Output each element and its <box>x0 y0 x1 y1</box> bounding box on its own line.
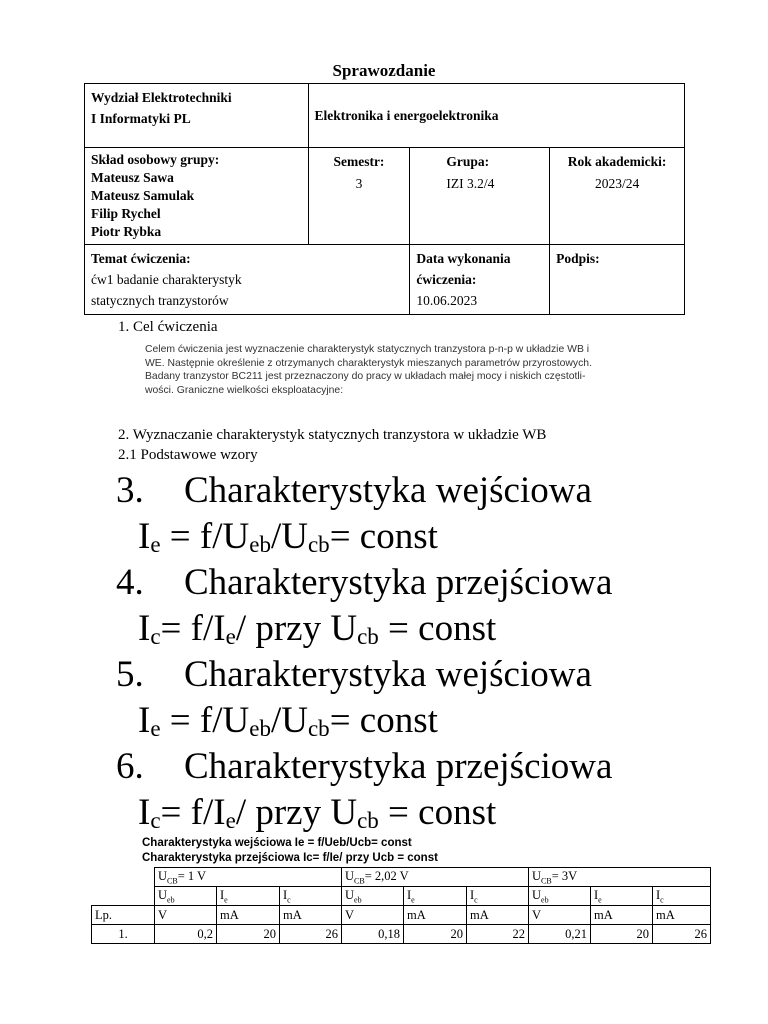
faculty-line2: I Informatyki PL <box>91 111 191 126</box>
table-cell: 20 <box>591 925 653 944</box>
abstract-line: Badany tranzystor BC211 jest przeznaczony do pracy w układach małej mocy i niskich częstotli- <box>145 371 586 382</box>
item-text: Charakterystyka wejściowa <box>184 470 592 511</box>
signature-cell <box>550 245 685 315</box>
topic-line1: ćw1 badanie charakterystyk <box>91 272 242 287</box>
table-cell: 0,2 <box>155 925 217 944</box>
section2-heading: 2. Wyznaczanie charakterystyk statycznych tranzystora w układzie WB <box>118 427 547 443</box>
date-value: 10.06.2023 <box>416 293 478 308</box>
faculty-cell <box>85 84 309 148</box>
col-ie: $I_e$ <box>404 887 467 906</box>
col-ie: $I_e$ <box>217 887 280 906</box>
unit-cell: V <box>155 906 217 925</box>
big-item-5 <box>116 653 592 697</box>
col-ie: $I_e$ <box>591 887 653 906</box>
table-cell: 20 <box>404 925 467 944</box>
table-colname-row <box>92 887 711 906</box>
year-cell <box>550 148 685 245</box>
unit-cell: mA <box>404 906 467 925</box>
table-cell: 26 <box>280 925 342 944</box>
small-caption-input: Charakterystyka wejściowa Ie = f/Ueb/Ucb= const <box>142 837 412 849</box>
year-label: Rok akademicki: <box>567 154 667 169</box>
section1-heading: 1. Cel ćwiczenia <box>118 319 218 335</box>
measurement-table <box>91 867 711 944</box>
big-item-4 <box>116 561 612 605</box>
small-caption-transfer: Charakterystyka przejściowa Ic= f/Ie/ przy Ucb = const <box>142 852 438 864</box>
course-cell <box>308 84 684 148</box>
lp-header: Lp. <box>92 906 155 925</box>
item-number: 4. <box>116 562 144 603</box>
group-label: Skład osobowy grupy: <box>91 152 220 167</box>
table-unit-row <box>92 906 711 925</box>
col-ueb: $U_{eb}$ <box>342 887 404 906</box>
unit-cell: V <box>529 906 591 925</box>
item-number: 5. <box>116 654 144 695</box>
formula-transfer-1: $I_c= f/I_e/$ przy $U_{cb}$ = const <box>138 608 497 649</box>
topic-line2: statycznych tranzystorów <box>91 293 229 308</box>
item-number: 3. <box>116 470 144 511</box>
group-header-1: $U_{CB}= 1$ V <box>155 868 342 887</box>
header-table <box>84 83 685 315</box>
topic-cell <box>85 245 410 315</box>
item-text: Charakterystyka przejściowa <box>184 562 613 603</box>
group-cell <box>410 148 550 245</box>
topic-label: Temat ćwiczenia: <box>91 251 191 266</box>
signature-label: Podpis: <box>556 251 600 266</box>
member-2: Mateusz Samulak <box>91 188 195 203</box>
table-row <box>92 925 711 944</box>
year-value: 2023/24 <box>594 176 640 191</box>
abstract-line: Celem ćwiczenia jest wyznaczenie charakterystyk statycznych tranzystora p-n-p w układzie WB i <box>145 344 590 355</box>
table-cell: 26 <box>653 925 711 944</box>
semester-value: 3 <box>355 176 363 191</box>
section1-abstract <box>145 343 685 397</box>
group-header-2: $U_{CB}= 2,02$ V <box>342 868 529 887</box>
formula-input-1: $I_e = f/U_{eb}/U_{cb}=$ const <box>138 516 438 557</box>
table-cell: 20 <box>217 925 280 944</box>
lp-cell: 1. <box>92 925 155 944</box>
col-ueb: $U_{eb}$ <box>155 887 217 906</box>
member-3: Filip Rychel <box>91 206 161 221</box>
item-text: Charakterystyka przejściowa <box>184 746 613 787</box>
semester-cell <box>308 148 410 245</box>
table-cell: 0,21 <box>529 925 591 944</box>
date-cell <box>410 245 550 315</box>
member-1: Mateusz Sawa <box>91 170 174 185</box>
unit-cell: V <box>342 906 404 925</box>
col-ic: $I_c$ <box>467 887 529 906</box>
group-name-value: IZI 3.2/4 <box>446 176 495 191</box>
item-text: Charakterystyka wejściowa <box>184 654 592 695</box>
formula-transfer-2: $I_c= f/I_e/$ przy $U_{cb}$ = const <box>138 792 497 833</box>
group-header-3: $U_{CB}= 3V$ <box>529 868 711 887</box>
table-corner <box>92 887 155 906</box>
col-ic: $I_c$ <box>653 887 711 906</box>
unit-cell: mA <box>467 906 529 925</box>
table-corner <box>92 868 155 887</box>
unit-cell: mA <box>591 906 653 925</box>
unit-cell: mA <box>280 906 342 925</box>
members-cell <box>85 148 309 245</box>
col-ueb: $U_{eb}$ <box>529 887 591 906</box>
formula-input-2: $I_e = f/U_{eb}/U_{cb}=$ const <box>138 700 438 741</box>
date-label-line2: ćwiczenia: <box>416 272 477 287</box>
unit-cell: mA <box>653 906 711 925</box>
unit-cell: mA <box>217 906 280 925</box>
section2-subheading: 2.1 Podstawowe wzory <box>118 447 258 463</box>
big-item-3 <box>116 469 592 513</box>
faculty-line1: Wydział Elektrotechniki <box>91 90 232 105</box>
table-cell: 0,18 <box>342 925 404 944</box>
abstract-line: wości. Graniczne wielkości eksploatacyjne: <box>145 384 344 396</box>
date-label-line1: Data wykonania <box>416 251 511 266</box>
col-ic: $I_c$ <box>280 887 342 906</box>
semester-label: Semestr: <box>333 154 385 169</box>
table-group-row <box>92 868 711 887</box>
abstract-line: WE. Następnie określenie z otrzymanych charakterystyk mieszanych parametrów przyrostowych. <box>145 357 592 369</box>
big-item-6 <box>116 745 612 789</box>
course-name: Elektronika i energoelektronika <box>314 107 499 123</box>
table-cell: 22 <box>467 925 529 944</box>
group-name-label: Grupa: <box>446 154 490 169</box>
item-number: 6. <box>116 746 144 787</box>
member-4: Piotr Rybka <box>91 224 162 239</box>
document-title: Sprawozdanie <box>332 61 436 80</box>
